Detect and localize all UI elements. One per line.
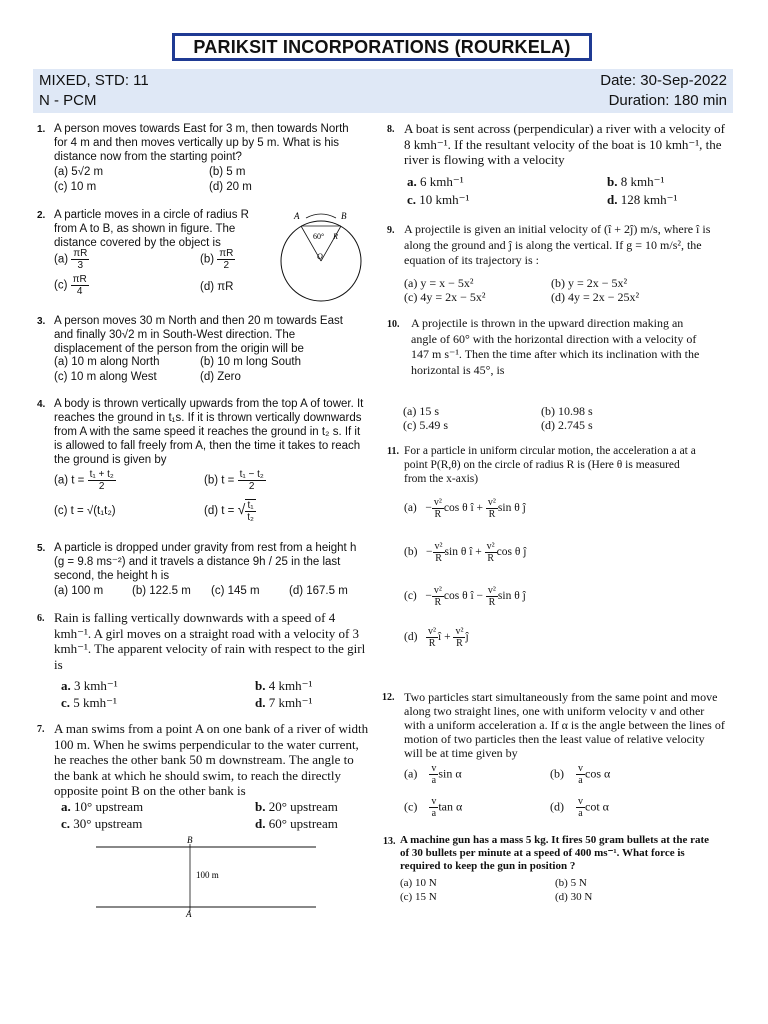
- option-d: d. 7 kmh⁻¹: [255, 695, 313, 710]
- option-a: a. 10° upstream: [61, 799, 144, 814]
- option-c: (c) 145 m: [211, 585, 260, 597]
- question-text: A particle is dropped under gravity from rest from a height h (g = 9.8 ms⁻²) and it travels a distance 9h / 25 in the last second, the height h is: [54, 542, 357, 582]
- option-b: (b) 5 m: [209, 166, 246, 178]
- option-a: (a) − $\frac{\text{v²}}{R}$ cos θ î + $\frac{\text{v²}}{R}$ sin θ ĵ: [404, 497, 526, 520]
- option-a: (a) 10 m along North: [54, 356, 160, 368]
- question-text: A body is thrown vertically upwards from the top A of tower. It reaches the ground in t₁s. If it is thrown vertically downwards from A with the same speed it reaches the ground in t₂ s. If it is allowed to fall freely from A, then the time it takes to reach the ground is given by: [54, 398, 364, 466]
- label-b: B: [187, 835, 193, 845]
- label-a: A: [294, 211, 300, 221]
- option-d: (d) 4y = 2x − 25x²: [551, 290, 640, 304]
- question-7: [37, 721, 367, 833]
- question-6: [37, 610, 367, 710]
- question-number: 10.: [387, 319, 400, 330]
- option-d: (d) 2.745 s: [541, 418, 593, 432]
- option-d: d. 60° upstream: [255, 816, 338, 831]
- question-number: 11.: [387, 446, 399, 457]
- date-label: Date: 30-Sep-2022: [600, 72, 727, 89]
- option-b: (b) 5 N: [555, 877, 587, 889]
- option-b: (b) 122.5 m: [132, 585, 191, 597]
- option-b: (b) y = 2x − 5x²: [551, 276, 628, 290]
- label-a: A: [186, 909, 192, 918]
- option-d: (d) 20 m: [209, 181, 252, 193]
- option-a: (a) 5√2 m: [54, 166, 104, 178]
- option-a: a. 3 kmh⁻¹: [61, 678, 118, 693]
- label-b: B: [341, 211, 347, 221]
- option-c: (c) 10 m: [54, 181, 97, 193]
- question-10: [387, 316, 727, 436]
- option-c: (c) 15 N: [400, 891, 437, 903]
- question-number: 12.: [382, 692, 395, 703]
- option-a: (a) $\frac{\pi R}{3}$: [54, 248, 88, 271]
- option-b: (b) t = $\frac{\text{t₁ − t₂}}{2}$: [204, 469, 264, 492]
- class-label: MIXED, STD: 11: [39, 72, 149, 89]
- circle-figure: [276, 206, 366, 310]
- question-text: A person moves towards East for 3 m, then towards North for 4 m and then moves vertically up by 5 m. What is his distance now from the starting point?: [54, 123, 349, 163]
- river-figure: [96, 834, 316, 918]
- question-text: Rain is falling vertically downwards with a speed of 4 kmh⁻¹. A girl moves on a straight road with a velocity of 3 kmh⁻¹. The apparent velocity of rain with respect to the girl is: [54, 610, 366, 672]
- question-number: 2.: [37, 210, 46, 221]
- question-4: [37, 397, 367, 529]
- option-d: (d) $\frac{v}{a}$ cot α: [550, 796, 609, 819]
- option-b: b. 20° upstream: [255, 799, 338, 814]
- label-r: R: [333, 232, 338, 241]
- question-number: 1.: [37, 124, 46, 135]
- option-d: (d) πR: [200, 281, 234, 293]
- question-text: A projectile is given an initial velocity of (î + 2ĵ) m/s, where î is along the ground and ĵ is along the vertical. If g = 10 m/s², the equation of its trajectory is :: [404, 222, 711, 267]
- question-number: 3.: [37, 316, 46, 327]
- option-b: (b) 10.98 s: [541, 404, 593, 418]
- document-title: PARIKSIT INCORPORATIONS (ROURKELA): [172, 33, 592, 61]
- question-number: 5.: [37, 543, 46, 554]
- question-9: [387, 222, 727, 306]
- info-band: [33, 69, 733, 113]
- question-8: [387, 121, 727, 207]
- option-c: (c) 4y = 2x − 5x²: [404, 290, 486, 304]
- question-number: 6.: [37, 613, 45, 624]
- question-11: [387, 444, 727, 654]
- option-a: (a) $\frac{v}{a}$ sin α: [404, 763, 462, 786]
- option-a: (a) 100 m: [54, 585, 104, 597]
- question-text: A particle moves in a circle of radius R from A to B, as shown in figure. The distance covered by the object is: [54, 209, 249, 249]
- option-a: (a) t = $\frac{\text{t₁ + t₂}}{2}$: [54, 469, 114, 492]
- question-text: For a particle in uniform circular motion, the acceleration a at a point P(R,θ) on the circle of radius R is (Here θ is measured from the x-axis): [404, 445, 696, 485]
- option-b: (b) − $\frac{\text{v²}}{R}$ sin θ î + $\frac{\text{v²}}{R}$ cos θ ĵ: [404, 541, 527, 564]
- question-text: A projectile is thrown in the upward direction making an angle of 60° with the horizontal direction with a velocity of 147 m s⁻¹. Then the time after which its inclination with the horizontal is 45°, is: [411, 316, 700, 377]
- question-1: [37, 122, 367, 194]
- question-text: A person moves 30 m North and then 20 m towards East and finally 30√2 m in South-West direction. The displacement of the person from the origin will be: [54, 315, 343, 355]
- question-text: A man swims from a point A on one bank of a river of width 100 m. When he swims perpendicular to the water current, he reaches the other bank 50 m downstream. The angle to the bank at which he should swim, to reach the directly opposite point B on the other bank is: [54, 721, 369, 798]
- question-text: A boat is sent across (perpendicular) a river with a velocity of 8 kmh⁻¹. If the resultant velocity of the boat is 10 kmh⁻¹, the river is flowing with a velocity: [404, 121, 725, 167]
- option-a: (a) 15 s: [403, 404, 439, 418]
- option-b: b. 8 kmh⁻¹: [607, 174, 665, 189]
- question-text: A machine gun has a mass 5 kg. It fires 50 gram bullets at the rate of 30 bullets per minute at a speed of 400 ms⁻¹. What force is required to keep the gun in position ?: [400, 834, 710, 872]
- question-12: [382, 690, 727, 820]
- option-c: (c) $\frac{\pi R}{4}$: [54, 274, 87, 297]
- option-d: (d) 30 N: [555, 891, 593, 903]
- question-number: 4.: [37, 399, 46, 410]
- option-c: c. 5 kmh⁻¹: [61, 695, 117, 710]
- option-b: b. 4 kmh⁻¹: [255, 678, 313, 693]
- option-d: (d) $\frac{\text{v²}}{R}$ î + $\frac{\text{v²}}{R}$ ĵ: [404, 626, 469, 649]
- option-b: (b) $\frac{v}{a}$ cos α: [550, 763, 611, 786]
- label-angle: 60°: [313, 232, 325, 241]
- option-d: (d) t = √ $\frac{\text{t₁}}{\text{t₂}}$: [204, 500, 254, 523]
- option-c: c. 10 kmh⁻¹: [407, 192, 470, 207]
- question-number: 8.: [387, 124, 395, 135]
- option-a: a. 6 kmh⁻¹: [407, 174, 464, 189]
- stream-label: N - PCM: [39, 92, 97, 109]
- question-number: 9.: [387, 225, 395, 236]
- question-5: [37, 541, 367, 601]
- option-c: (c) t = √(t₁t₂): [54, 505, 116, 517]
- option-b: (b) $\frac{\pi R}{2}$: [200, 248, 234, 271]
- option-a: (a) 10 N: [400, 877, 437, 889]
- label-o: O: [317, 252, 323, 261]
- question-text: Two particles start simultaneously from the same point and move along two straight lines, one with uniform velocity v and other with a uniform acceleration a. If α is the angle between the lines of motion of two particles then the least value of relative velocity will be at time given by: [404, 690, 725, 760]
- option-c: (c) 5.49 s: [403, 418, 448, 432]
- option-c: c. 30° upstream: [61, 816, 143, 831]
- option-c: (c) − $\frac{\text{v²}}{R}$ cos θ î − $\frac{\text{v²}}{R}$ sin θ ĵ: [404, 585, 526, 608]
- option-d: (d) Zero: [200, 371, 241, 383]
- option-c: (c) $\frac{v}{a}$ tan α: [404, 796, 463, 819]
- duration-label: Duration: 180 min: [608, 92, 727, 109]
- label-width: 100 m: [196, 870, 219, 880]
- option-d: d. 128 kmh⁻¹: [607, 192, 678, 207]
- option-c: (c) 10 m along West: [54, 371, 157, 383]
- question-number: 7.: [37, 724, 45, 735]
- question-number: 13.: [383, 836, 396, 847]
- question-3: [37, 314, 367, 386]
- option-d: (d) 167.5 m: [289, 585, 348, 597]
- option-b: (b) 10 m long South: [200, 356, 302, 368]
- question-13: [383, 834, 723, 910]
- option-a: (a) y = x − 5x²: [404, 276, 474, 290]
